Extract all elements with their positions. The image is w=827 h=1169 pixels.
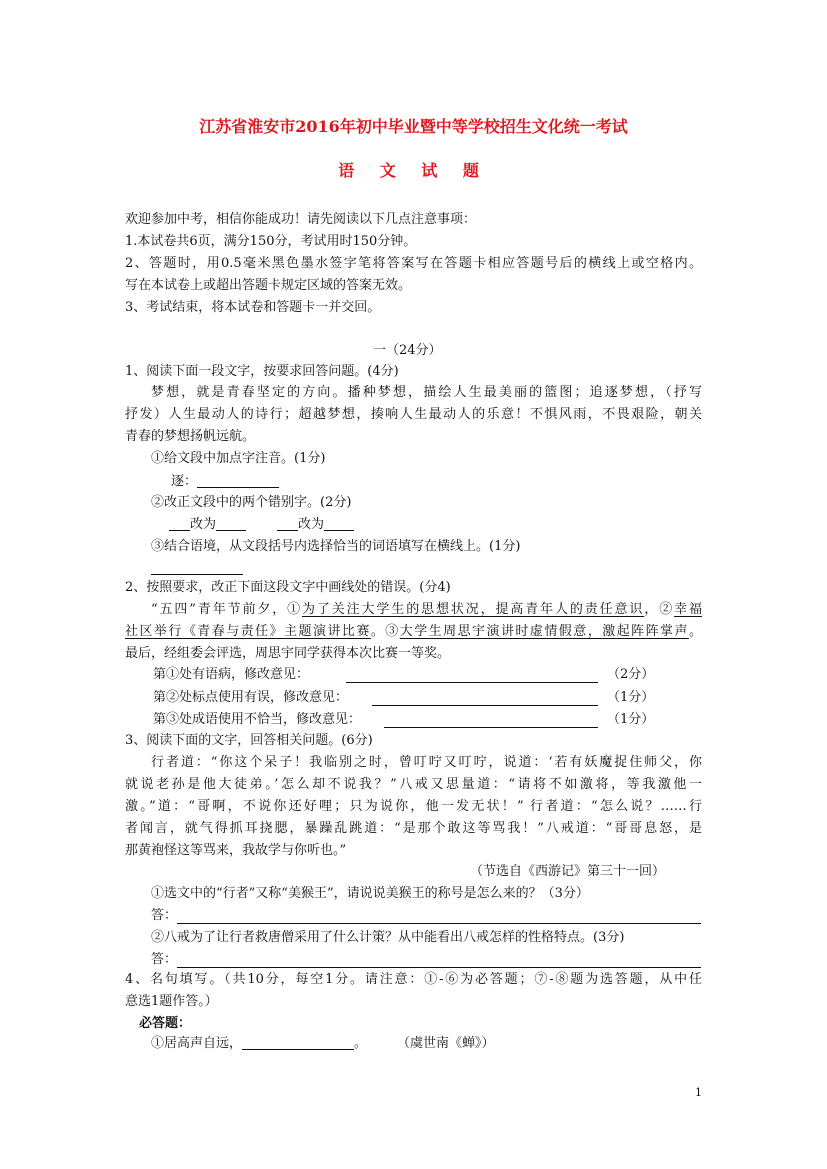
q1-sub-2-answer	[169, 515, 354, 535]
q3-stem: 3、阅读下面的文字，回答相关问题。(6分)	[125, 733, 373, 748]
q1-change-label-1: 改为	[190, 517, 217, 532]
q2-underline-2: 幸福	[674, 602, 702, 617]
page-number: 1	[695, 1086, 702, 1099]
q1-wrong-char-blank-2[interactable]	[277, 516, 298, 531]
q3-answer-label-2: 答：	[151, 952, 178, 967]
q3-passage-line-1: 行者道：“你这个呆子！我临别之时，曾叮咛又叮咛，说道：‘若有妖魔捉住师父，你	[151, 755, 702, 770]
q2-underline-1: 为了关注大学生的思想状况，提高青年人的责任意识	[302, 602, 645, 617]
q3-answer-label-1: 答：	[151, 908, 178, 923]
q4-item-1-source: （虞世南《蝉》）	[397, 1036, 495, 1051]
q2-revision-2-label: 第②处标点使用有误，修改意见：	[153, 690, 349, 705]
q1-correct-char-blank-1[interactable]	[216, 516, 246, 531]
exam-title: 江苏省淮安市2016年初中毕业暨中等学校招生文化统一考试	[199, 117, 628, 136]
q1-word-choice-blank[interactable]	[151, 560, 243, 575]
q1-sub-3: ③结合语境，从文段括号内选择恰当的词语填写在横线上。(1分)	[151, 539, 521, 554]
q2-revision-1	[153, 665, 309, 685]
q1-passage-line-2: 抒发）人生最动人的诗行；超越梦想，揍响人生最动人的乐意！不惧风雨，不畏艰险，朝关	[125, 407, 702, 422]
section-heading: 一（24分）	[373, 343, 442, 358]
q4-item-1-blank[interactable]	[242, 1035, 354, 1050]
q3-passage-line-5: 那黄袍怪这等骂来，我故学与你听也。”	[125, 843, 347, 858]
q2-text: “五四”青年节前夕，①	[151, 602, 303, 617]
q2-revision-1-label: 第①处有语病，修改意见：	[153, 667, 310, 682]
q3-answer-1-blank[interactable]	[177, 909, 701, 924]
q2-passage-line-3: 最后，经组委会评选，周思宇同学获得本次比赛一等奖。	[125, 646, 451, 661]
q1-sub-3-answer	[151, 559, 243, 579]
q2-underline-3: 大学生周思宇演讲时虚情假意，激起阵阵掌声	[399, 624, 689, 639]
q3-sub-1: ①选文中的“行者”又称“美猴王”，请说说美猴王的称号是怎么来的？（3分）	[151, 886, 589, 901]
q1-wrong-char-blank-1[interactable]	[169, 516, 190, 531]
q1-correct-char-blank-2[interactable]	[324, 516, 354, 531]
notice-item-1: 1.本试卷共6页，满分150分，考试用时150分钟。	[125, 234, 417, 249]
q2-passage-line-2	[125, 622, 702, 642]
q2-text: ，②	[644, 602, 675, 617]
q3-passage-line-4: 者闻言，就气得抓耳挠腮，暴躁乱跳道：“是那个敢这等骂我！”八戒道：“哥哥息怒，是	[125, 821, 702, 836]
q1-sub-2: ②改正文段中的两个错别字。(2分)	[151, 495, 352, 510]
q2-revision-2	[153, 688, 348, 708]
q2-revision-2-blank[interactable]	[372, 691, 598, 706]
q2-revision-3-points: （1分）	[607, 712, 655, 727]
notice-item-2-cont: 写在本试卷上或超出答题卡规定区域的答案无效。	[125, 278, 412, 293]
q3-sub-2: ②八戒为了让行者救唐僧采用了什么计策？从中能看出八戒怎样的性格特点。(3分)	[151, 930, 625, 945]
q2-text: 。	[688, 624, 702, 639]
q1-sub-1-label: 逐：	[171, 474, 198, 489]
q2-passage-line-1	[151, 600, 702, 620]
q4-item-1-text: ①居高声自远，	[151, 1036, 243, 1051]
q1-stem: 1、阅读下面一段文字，按要求回答问题。(4分)	[125, 364, 399, 379]
q4-stem-line-1: 4、名句填写。（共10分，每空1分。请注意：①-⑥为必答题；⑦-⑧题为选答题，从中任	[125, 972, 702, 987]
q3-source: （节选自《西游记》第三十一回）	[470, 864, 666, 879]
q2-stem: 2、按照要求，改正下面这段文字中画线处的错误。(分4)	[125, 580, 451, 595]
q2-revision-3-label: 第③处成语使用不恰当，修改意见：	[153, 712, 362, 727]
q3-passage-line-3: 激。”道：“哥啊，不说你还好哩；只为说你，他一发无状！” 行者道：“怎么说？……行	[125, 799, 702, 814]
q4-item-1	[151, 1034, 495, 1054]
q2-underline-2-cont: 社区举行《青春与责任》主题演讲比赛	[125, 624, 371, 639]
q1-passage-line-3: 青春的梦想扬帆远航。	[125, 429, 256, 444]
q1-pinyin-blank[interactable]	[197, 473, 279, 488]
q1-passage-line-1: 梦想，就是青春坚定的方向。播种梦想，描绘人生最美丽的篮图；追逐梦想，（抒写	[151, 385, 702, 400]
q2-revision-1-points: （2分）	[607, 667, 655, 682]
q1-sub-1: ①给文段中加点字注音。(1分)	[151, 451, 326, 466]
q2-revision-2-points: （1分）	[607, 690, 655, 705]
notice-intro: 欢迎参加中考，相信你能成功！请先阅读以下几点注意事项：	[125, 212, 477, 227]
q2-revision-1-blank[interactable]	[346, 668, 598, 683]
q4-item-1-end: 。	[354, 1036, 368, 1051]
q3-passage-line-2: 就说老孙是他大徒弟。’怎么却不说我？”八戒又思量道：“请将不如激将，等我激他一	[125, 777, 702, 792]
notice-item-3: 3、考试结束，将本试卷和答题卡一并交回。	[125, 300, 381, 315]
q4-stem-line-2: 意选1题作答。）	[125, 994, 218, 1009]
q3-answer-2-blank[interactable]	[177, 953, 701, 968]
q1-sub-1-answer	[171, 472, 279, 492]
q4-required-heading: 必答题：	[139, 1016, 192, 1031]
q2-revision-3-blank[interactable]	[384, 713, 598, 728]
q1-change-label-2: 改为	[298, 517, 325, 532]
notice-item-2: 2、答题时，用0.5毫米黑色墨水签字笔将答案写在答题卡相应答题号后的横线上或空格内。	[125, 256, 702, 271]
q2-text: 。③	[370, 624, 400, 639]
q2-revision-3	[153, 710, 361, 730]
exam-subtitle: 语 文 试 题	[338, 161, 489, 180]
